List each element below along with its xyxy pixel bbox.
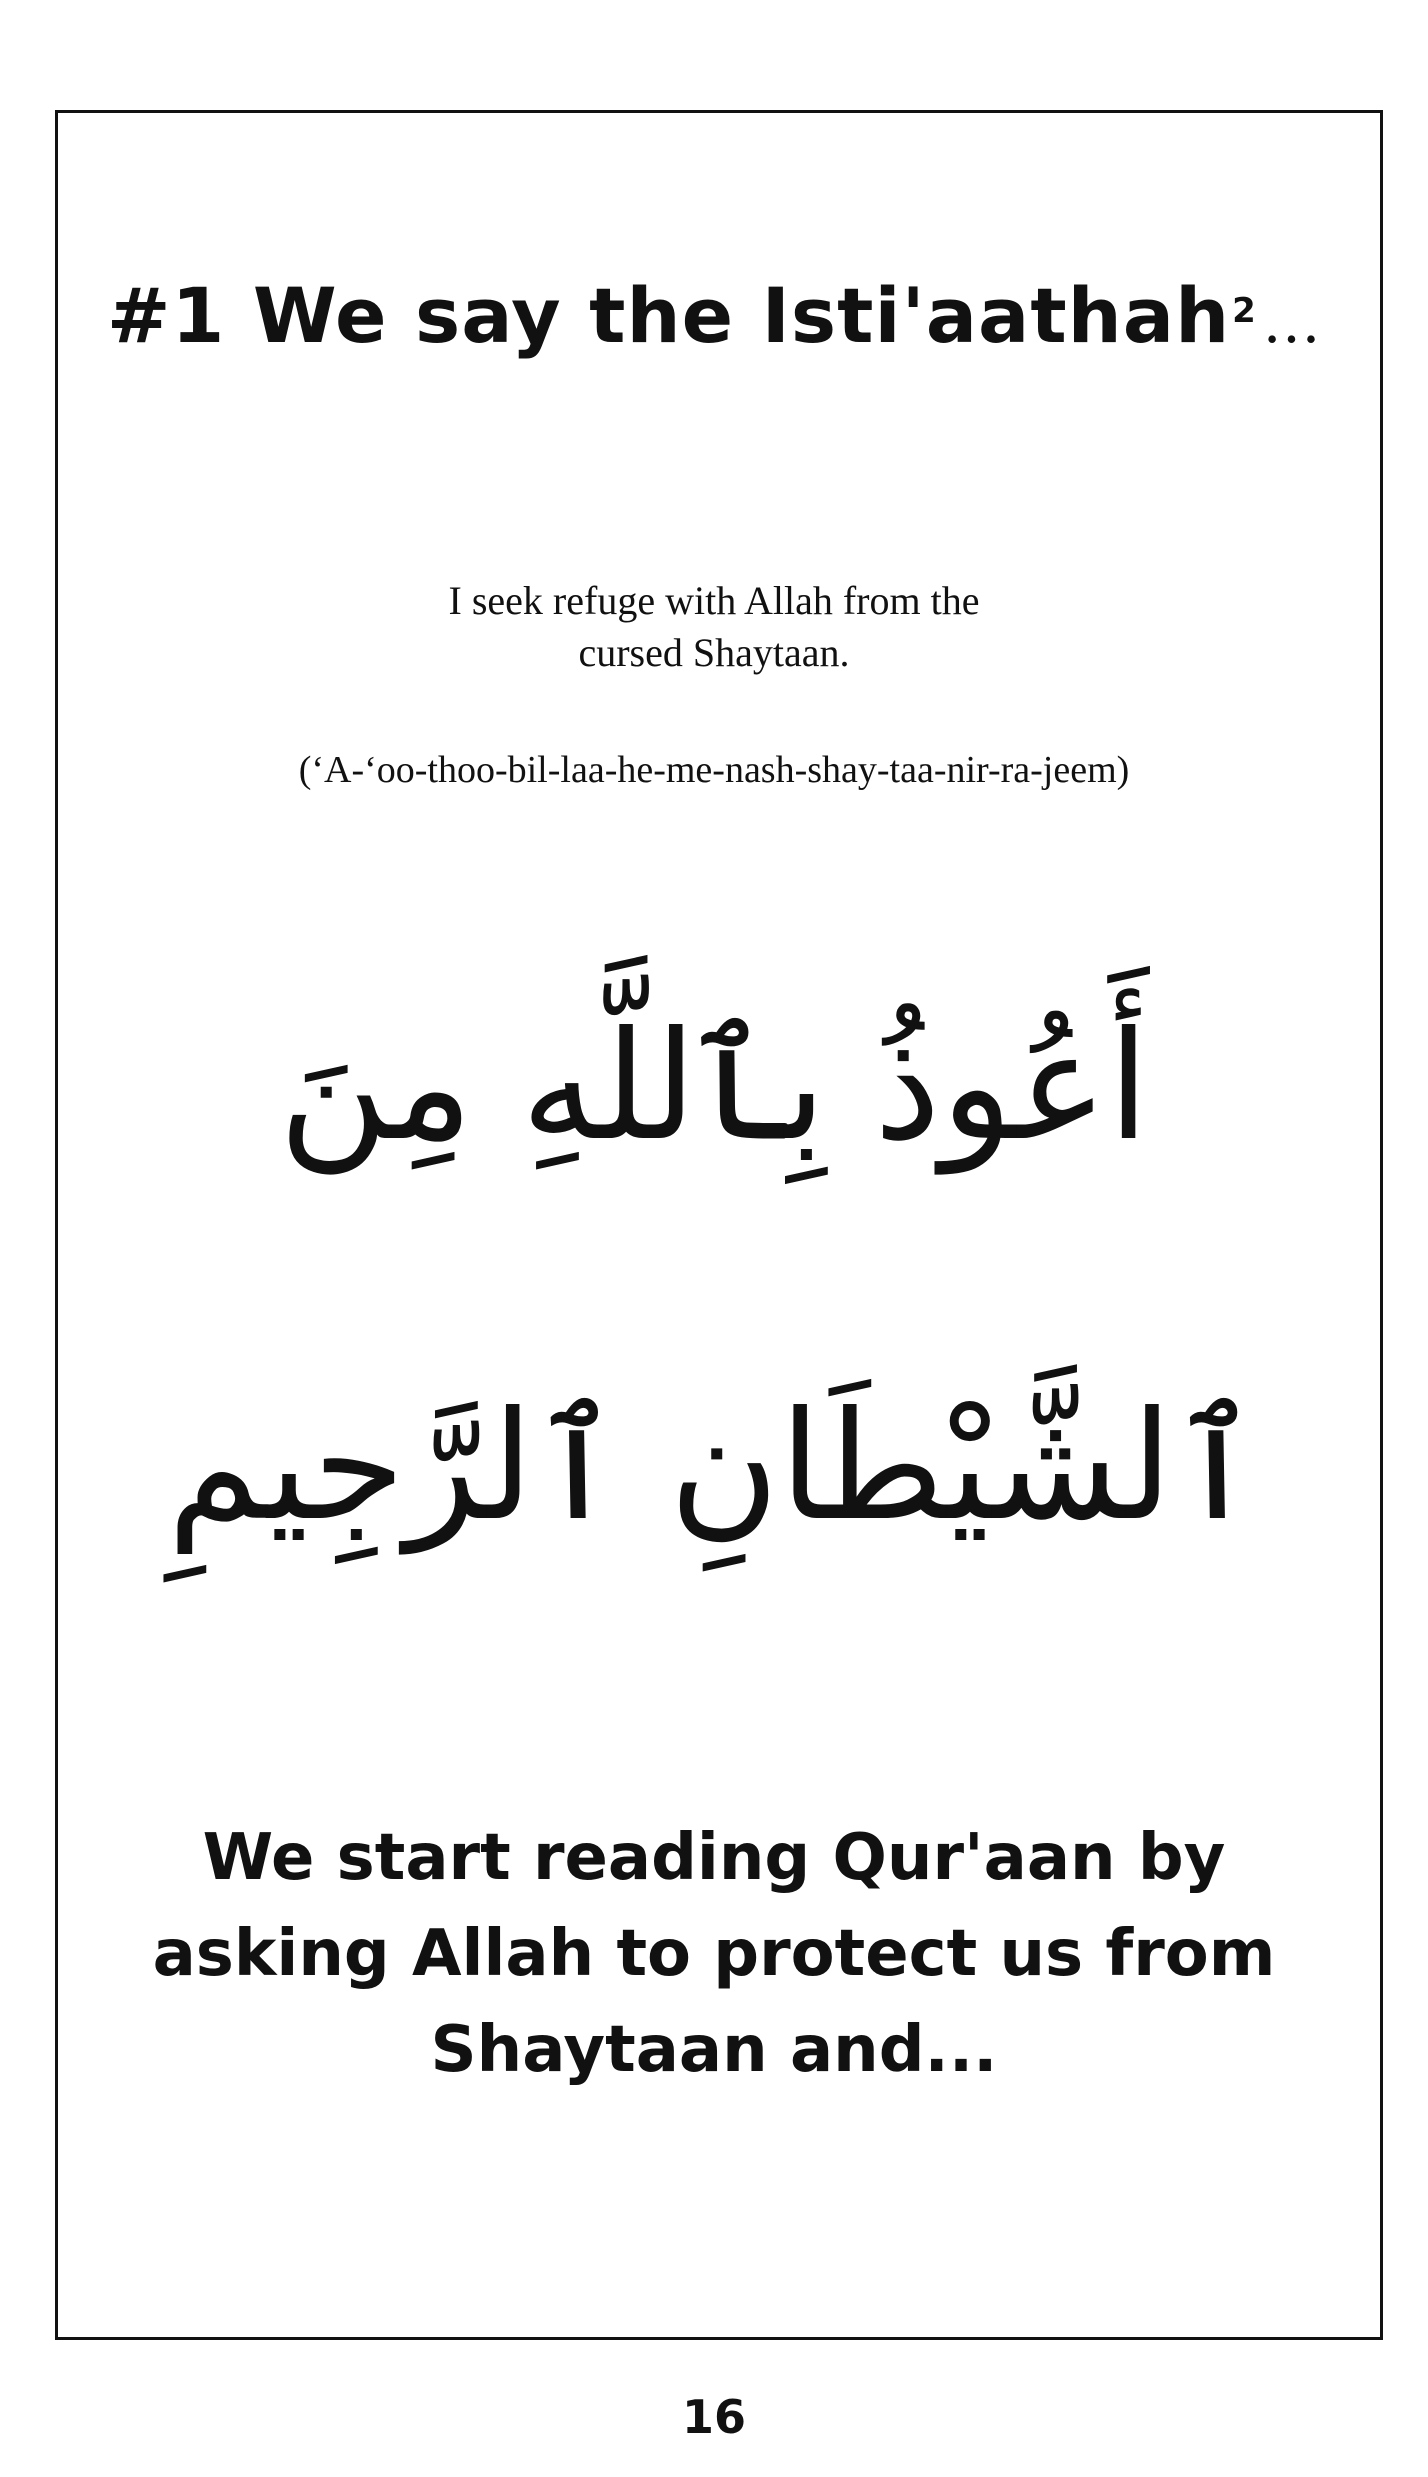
arabic-text-line-2: ٱلشَّيْطَانِ ٱلرَّجِيمِ <box>167 1380 1261 1554</box>
translation-line-1: I seek refuge with Allah from the <box>448 578 980 623</box>
english-translation <box>250 575 1178 679</box>
closing-line-2: asking Allah to protect us from <box>152 1917 1276 1991</box>
title-text: #1 We say the Isti'aathah <box>106 271 1231 360</box>
transliteration: (‘A-‘oo-thoo-bil-laa-he-me-nash-shay-taa-nir-ra-jeem) <box>298 749 1130 791</box>
closing-line-1: We start reading Qur'aan by <box>202 1821 1226 1895</box>
footnote-marker: 2 <box>1232 291 1257 331</box>
title-ellipsis: ... <box>1262 288 1322 356</box>
closing-statement <box>150 1810 1278 2098</box>
page-number: 16 <box>681 2390 746 2444</box>
translation-line-2: cursed Shaytaan. <box>578 630 850 675</box>
closing-line-3: Shaytaan and... <box>430 2013 998 2087</box>
arabic-text-line-1: أَعُوذُ بِٱللَّهِ مِنَ <box>278 1000 1150 1174</box>
page-title <box>80 270 1348 361</box>
